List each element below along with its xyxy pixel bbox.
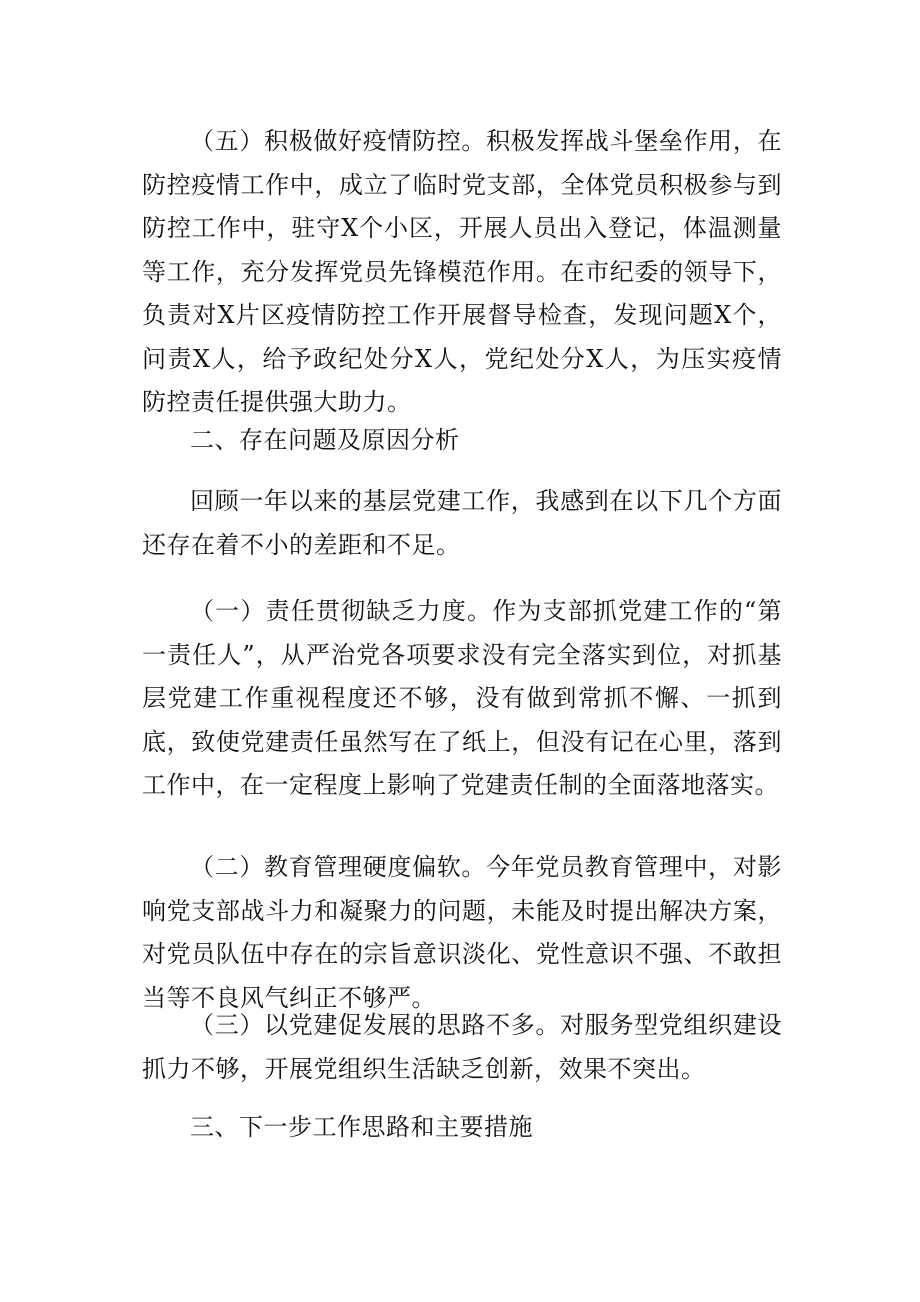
paragraph-development-ideas: （三）以党建促发展的思路不多。对服务型党组织建设抓力不够，开展党组织生活缺乏创新，效果不突出。 [142,1011,782,1083]
section-heading-problems: 二、存在问题及原因分析 [190,426,460,454]
paragraph-responsibility: （一）责任贯彻缺乏力度。作为支部抓党建工作的“第一责任人”，从严治党各项要求没有完全落实到位，对抓基层党建工作重视程度还不够，没有做到常抓不懈、一抓到底，致使党建责任虽然写在了纸上，但没有记在心里，落到工作中，在一定程度上影响了党建责任制的全面落地落实。 [142,597,782,799]
paragraph-epidemic-prevention: （五）积极做好疫情防控。积极发挥战斗堡垒作用，在防控疫情工作中，成立了临时党支部，全体党员积极参与到防控工作中，驻守X个小区，开展人员出入登记，体温测量等工作，充分发挥党员先锋模范作用。在市纪委的领导下，负责对X片区疫情防控工作开展督导检查，发现问题X个，问责X人，给予政纪处分X人，党纪处分X人，为压实疫情防控责任提供强大助力。 [142,127,782,416]
paragraph-education-management: （二）教育管理硬度偏软。今年党员教育管理中，对影响党支部战斗力和凝聚力的问题，未能及时提出解决方案，对党员队伍中存在的宗旨意识淡化、党性意识不强、不敢担当等不良风气纠正不够严。 [142,853,782,1012]
section-heading-next-steps: 三、下一步工作思路和主要措施 [190,1113,533,1141]
paragraph-review: 回顾一年以来的基层党建工作，我感到在以下几个方面还存在着不小的差距和不足。 [142,487,782,559]
